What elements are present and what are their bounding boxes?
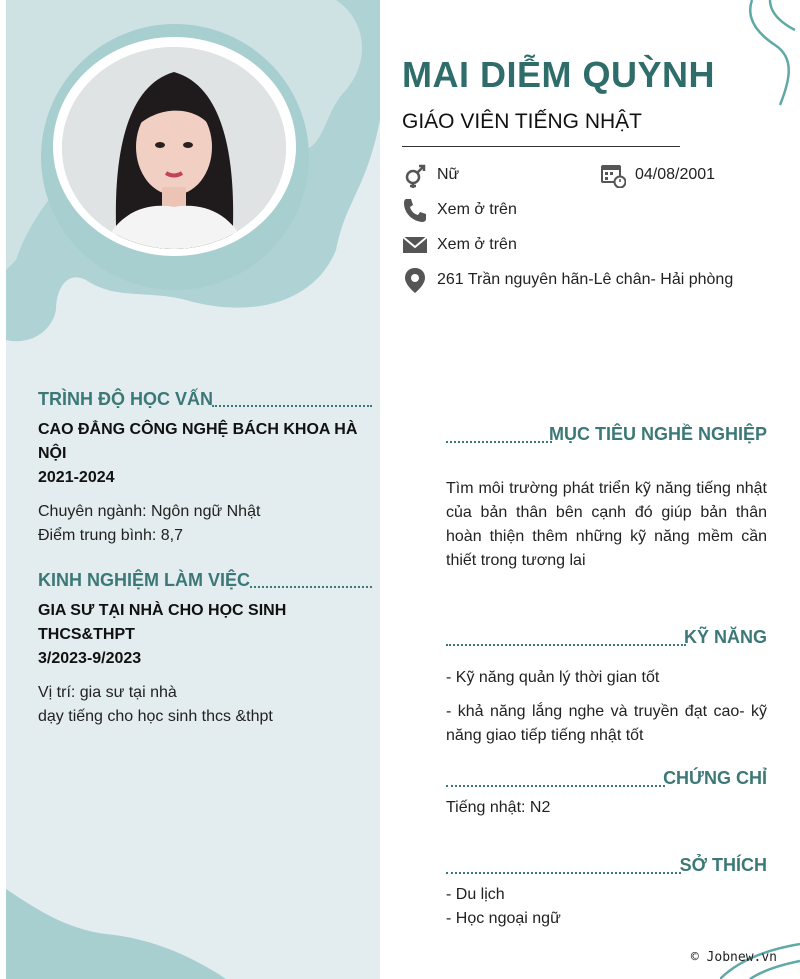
candidate-name: MAI DIỄM QUỲNH <box>402 54 715 95</box>
experience-section-title: KINH NGHIỆM LÀM VIỆC <box>38 570 251 590</box>
section-divider <box>250 586 372 588</box>
experience-description: dạy tiếng cho học sinh thcs &thpt <box>38 708 273 725</box>
section-divider <box>446 441 552 443</box>
email-value: Xem ở trên <box>437 236 517 253</box>
education-details <box>38 500 260 548</box>
hobbies-section-title: SỞ THÍCH <box>679 855 767 875</box>
email-icon <box>402 232 428 258</box>
title-underline <box>402 146 680 147</box>
hobby-item: - Học ngoại ngữ <box>446 910 561 927</box>
gender-icon <box>402 162 428 188</box>
decorative-blob-bottom <box>6 889 226 979</box>
education-school-line2: NỘI <box>38 445 67 462</box>
education-gpa: Điểm trung bình: 8,7 <box>38 527 183 544</box>
section-divider <box>446 785 665 787</box>
footer-credit: © Jobnew.vn <box>690 950 777 965</box>
experience-position: Vị trí: gia sư tại nhà <box>38 684 177 701</box>
phone-icon <box>402 197 428 223</box>
certificates-section-title: CHỨNG CHỈ <box>663 768 767 788</box>
location-pin-icon <box>402 267 428 293</box>
skill-item: - khả năng lắng nghe và truyền đạt cao- kỹ năng giao tiếp tiếng nhật tốt <box>446 703 767 744</box>
section-divider <box>212 405 372 407</box>
section-divider <box>446 872 681 874</box>
hobby-item: - Du lịch <box>446 886 505 903</box>
candidate-job-title: GIÁO VIÊN TIẾNG NHẬT <box>402 110 642 133</box>
decorative-swirl <box>740 0 800 110</box>
experience-job-line2: THCS&THPT <box>38 626 135 643</box>
section-divider <box>446 644 686 646</box>
address-value: 261 Trần nguyên hãn-Lê chân- Hải phòng <box>437 271 734 288</box>
objective-section-title: MỤC TIÊU NGHỀ NGHIỆP <box>548 424 767 444</box>
calendar-icon <box>600 162 626 188</box>
experience-job <box>38 599 286 671</box>
phone-value: Xem ở trên <box>437 201 517 218</box>
avatar <box>62 47 286 249</box>
certificate-item: Tiếng nhật: N2 <box>446 799 551 816</box>
skills-section-title: KỸ NĂNG <box>683 627 767 647</box>
portrait-illustration <box>62 47 286 249</box>
skill-item: - Kỹ năng quản lý thời gian tốt <box>446 669 660 686</box>
education-major: Chuyên ngành: Ngôn ngữ Nhật <box>38 503 261 520</box>
education-school-line1: CAO ĐẲNG CÔNG NGHỆ BÁCH KHOA HÀ <box>38 421 358 438</box>
education-school <box>38 418 357 490</box>
education-section-title: TRÌNH ĐỘ HỌC VẤN <box>38 389 213 409</box>
education-period: 2021-2024 <box>38 469 115 486</box>
gender-value: Nữ <box>437 166 460 183</box>
experience-details <box>38 681 273 729</box>
objective-text: Tìm môi trường phát triển kỹ năng tiếng nhật của bản thân bên cạnh đó giúp bản thân hoàn thiện thêm những kỹ năng mềm cần thiết trong tương lai <box>446 480 767 569</box>
experience-job-line1: GIA SƯ TẠI NHÀ CHO HỌC SINH <box>38 602 287 619</box>
birthdate-value: 04/08/2001 <box>635 166 716 183</box>
experience-period: 3/2023-9/2023 <box>38 650 142 667</box>
